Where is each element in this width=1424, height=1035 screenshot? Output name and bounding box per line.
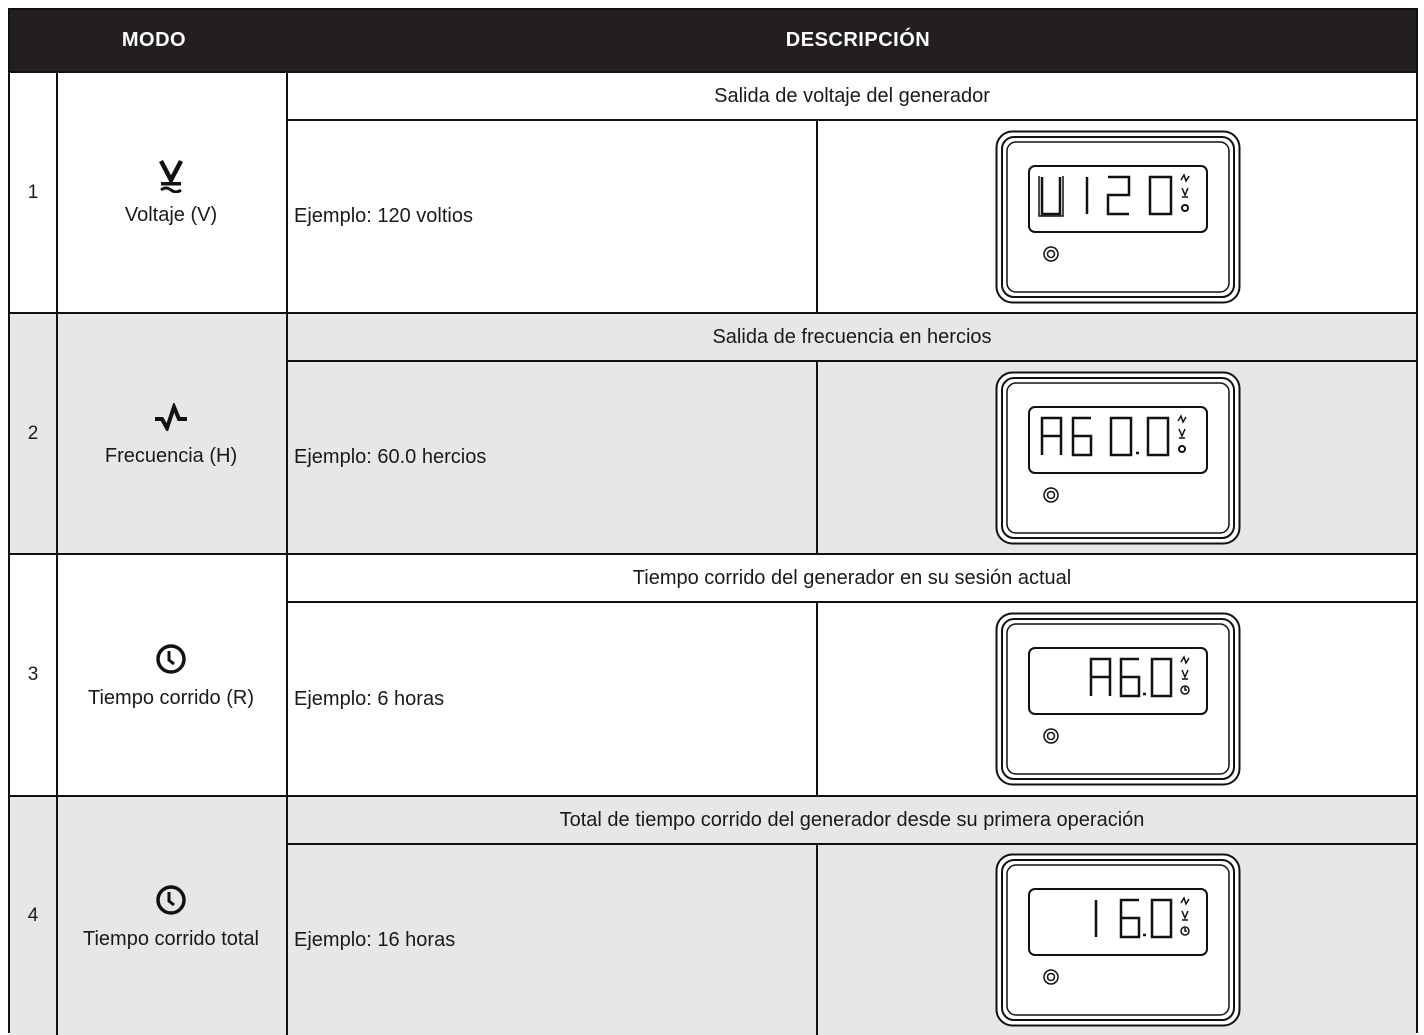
example-text: Ejemplo: 60.0 hercios <box>288 362 818 553</box>
mode-label: Tiempo corrido (R) <box>88 686 254 709</box>
table-row <box>10 312 1416 553</box>
example-text: Ejemplo: 120 voltios <box>288 121 818 312</box>
mode-cell <box>56 797 288 1035</box>
row-number: 4 <box>10 797 58 1035</box>
mode-cell <box>56 73 288 312</box>
example-text: Ejemplo: 6 horas <box>288 603 818 795</box>
example-text: Ejemplo: 16 horas <box>288 845 818 1035</box>
row-title: Salida de frecuencia en hercios <box>288 314 1416 362</box>
table-row <box>10 553 1416 795</box>
lcd-display-graphic <box>995 371 1241 545</box>
frequency-wave-icon <box>154 399 188 435</box>
header-mode: MODO <box>121 29 187 51</box>
lcd-display <box>820 845 1416 1035</box>
table-header <box>10 10 1416 71</box>
mode-cell <box>56 314 288 553</box>
modes-table <box>8 8 1418 1033</box>
table-row <box>10 71 1416 312</box>
row-number: 2 <box>10 314 58 553</box>
mode-label: Voltaje (V) <box>124 204 218 226</box>
clock-icon <box>155 641 187 677</box>
table-row <box>10 795 1416 1035</box>
lcd-display <box>820 603 1416 795</box>
voltage-icon <box>158 158 184 194</box>
clock-icon <box>155 882 187 918</box>
lcd-display-graphic <box>995 853 1241 1027</box>
row-title: Tiempo corrido del generador en su sesión actual <box>288 555 1416 603</box>
lcd-display-graphic <box>995 130 1241 304</box>
lcd-display <box>820 121 1416 312</box>
lcd-display <box>820 362 1416 553</box>
mode-label: Tiempo corrido total <box>83 927 259 950</box>
header-description: DESCRIPCIÓN <box>785 29 931 51</box>
mode-label: Frecuencia (H) <box>104 445 238 467</box>
lcd-display-graphic <box>995 612 1241 786</box>
row-title: Total de tiempo corrido del generador desde su primera operación <box>288 797 1416 845</box>
row-number: 1 <box>10 73 58 312</box>
row-number: 3 <box>10 555 58 795</box>
mode-cell <box>56 555 288 795</box>
row-title: Salida de voltaje del generador <box>288 73 1416 121</box>
